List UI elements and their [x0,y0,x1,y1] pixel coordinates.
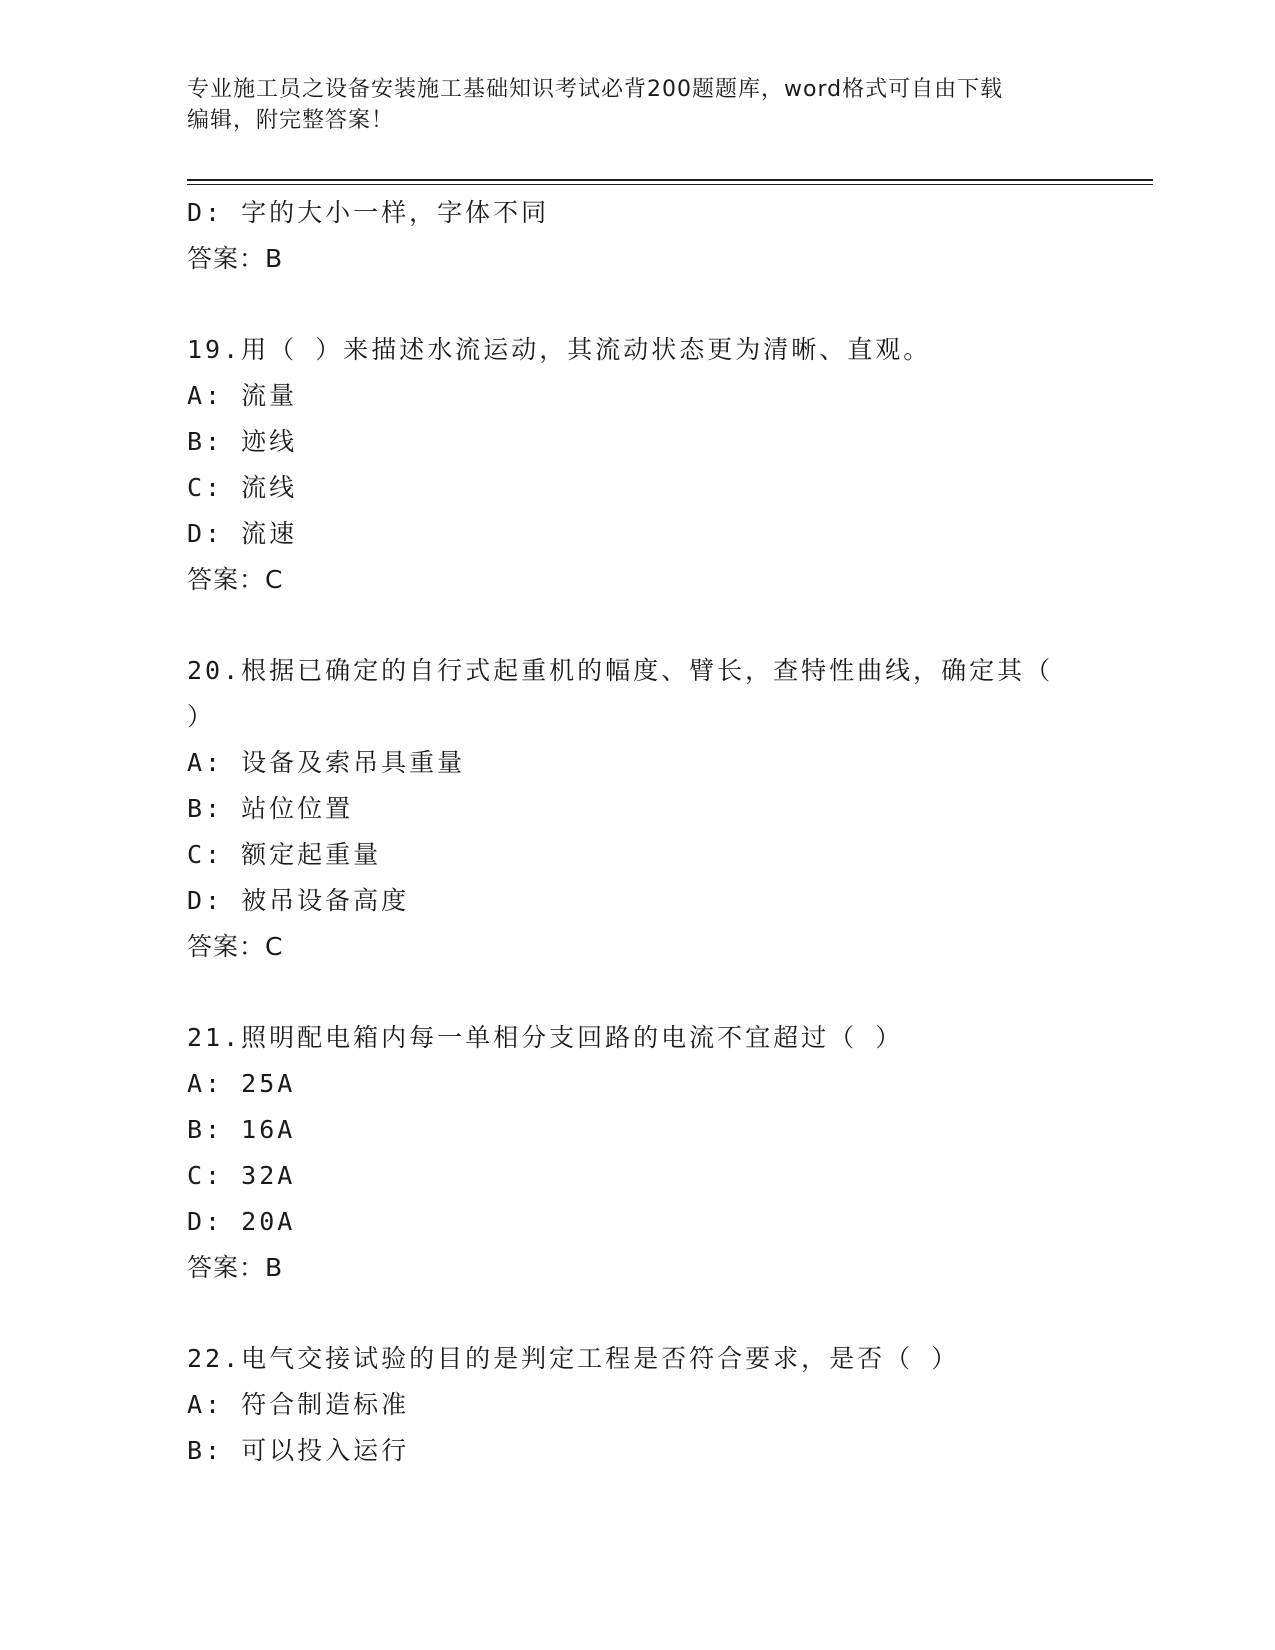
option-d: D: 字的大小一样，字体不同 [187,198,550,227]
option-d: D: 被吊设备高度 [187,886,410,915]
option-d: D: 流速 [187,519,298,548]
question-19 [187,327,1087,603]
option-a: A: 设备及索吊具重量 [187,748,466,777]
question-stem-continuation: ） [187,702,216,731]
header-divider-thick [187,179,1153,181]
question-22 [187,1336,1087,1474]
option-b: B: 可以投入运行 [187,1436,410,1465]
question-20 [187,648,1087,970]
header-title-line-1: 专业施工员之设备安装施工基础知识考试必背200题题库，word格式可自由下载 [187,77,1004,102]
option-b: B: 16A [187,1115,296,1144]
option-d: D: 20A [187,1207,296,1236]
header-divider-thin [187,184,1153,185]
answer-line: 答案：B [187,1253,284,1282]
option-b: B: 站位位置 [187,794,354,823]
question-21 [187,1015,1087,1291]
answer-line: 答案：B [187,244,284,273]
question-list [187,190,1087,1474]
question-stem: 19.用（ ）来描述水流运动，其流动状态更为清晰、直观。 [187,335,932,364]
question-stem: 22.电气交接试验的目的是判定工程是否符合要求，是否（ ） [187,1344,960,1373]
document-header [187,74,1087,136]
option-a: A: 符合制造标准 [187,1390,410,1419]
option-a: A: 流量 [187,381,298,410]
option-c: C: 32A [187,1161,296,1190]
option-c: C: 流线 [187,473,298,502]
header-title-line-2: 编辑，附完整答案！ [187,108,395,133]
option-a: A: 25A [187,1069,296,1098]
option-b: B: 迹线 [187,427,298,456]
question-stem: 20.根据已确定的自行式起重机的幅度、臂长，查特性曲线，确定其（ [187,656,1054,685]
answer-line: 答案：C [187,932,284,961]
answer-line: 答案：C [187,565,284,594]
option-c: C: 额定起重量 [187,840,382,869]
question-stem: 21.照明配电箱内每一单相分支回路的电流不宜超过（ ） [187,1023,904,1052]
